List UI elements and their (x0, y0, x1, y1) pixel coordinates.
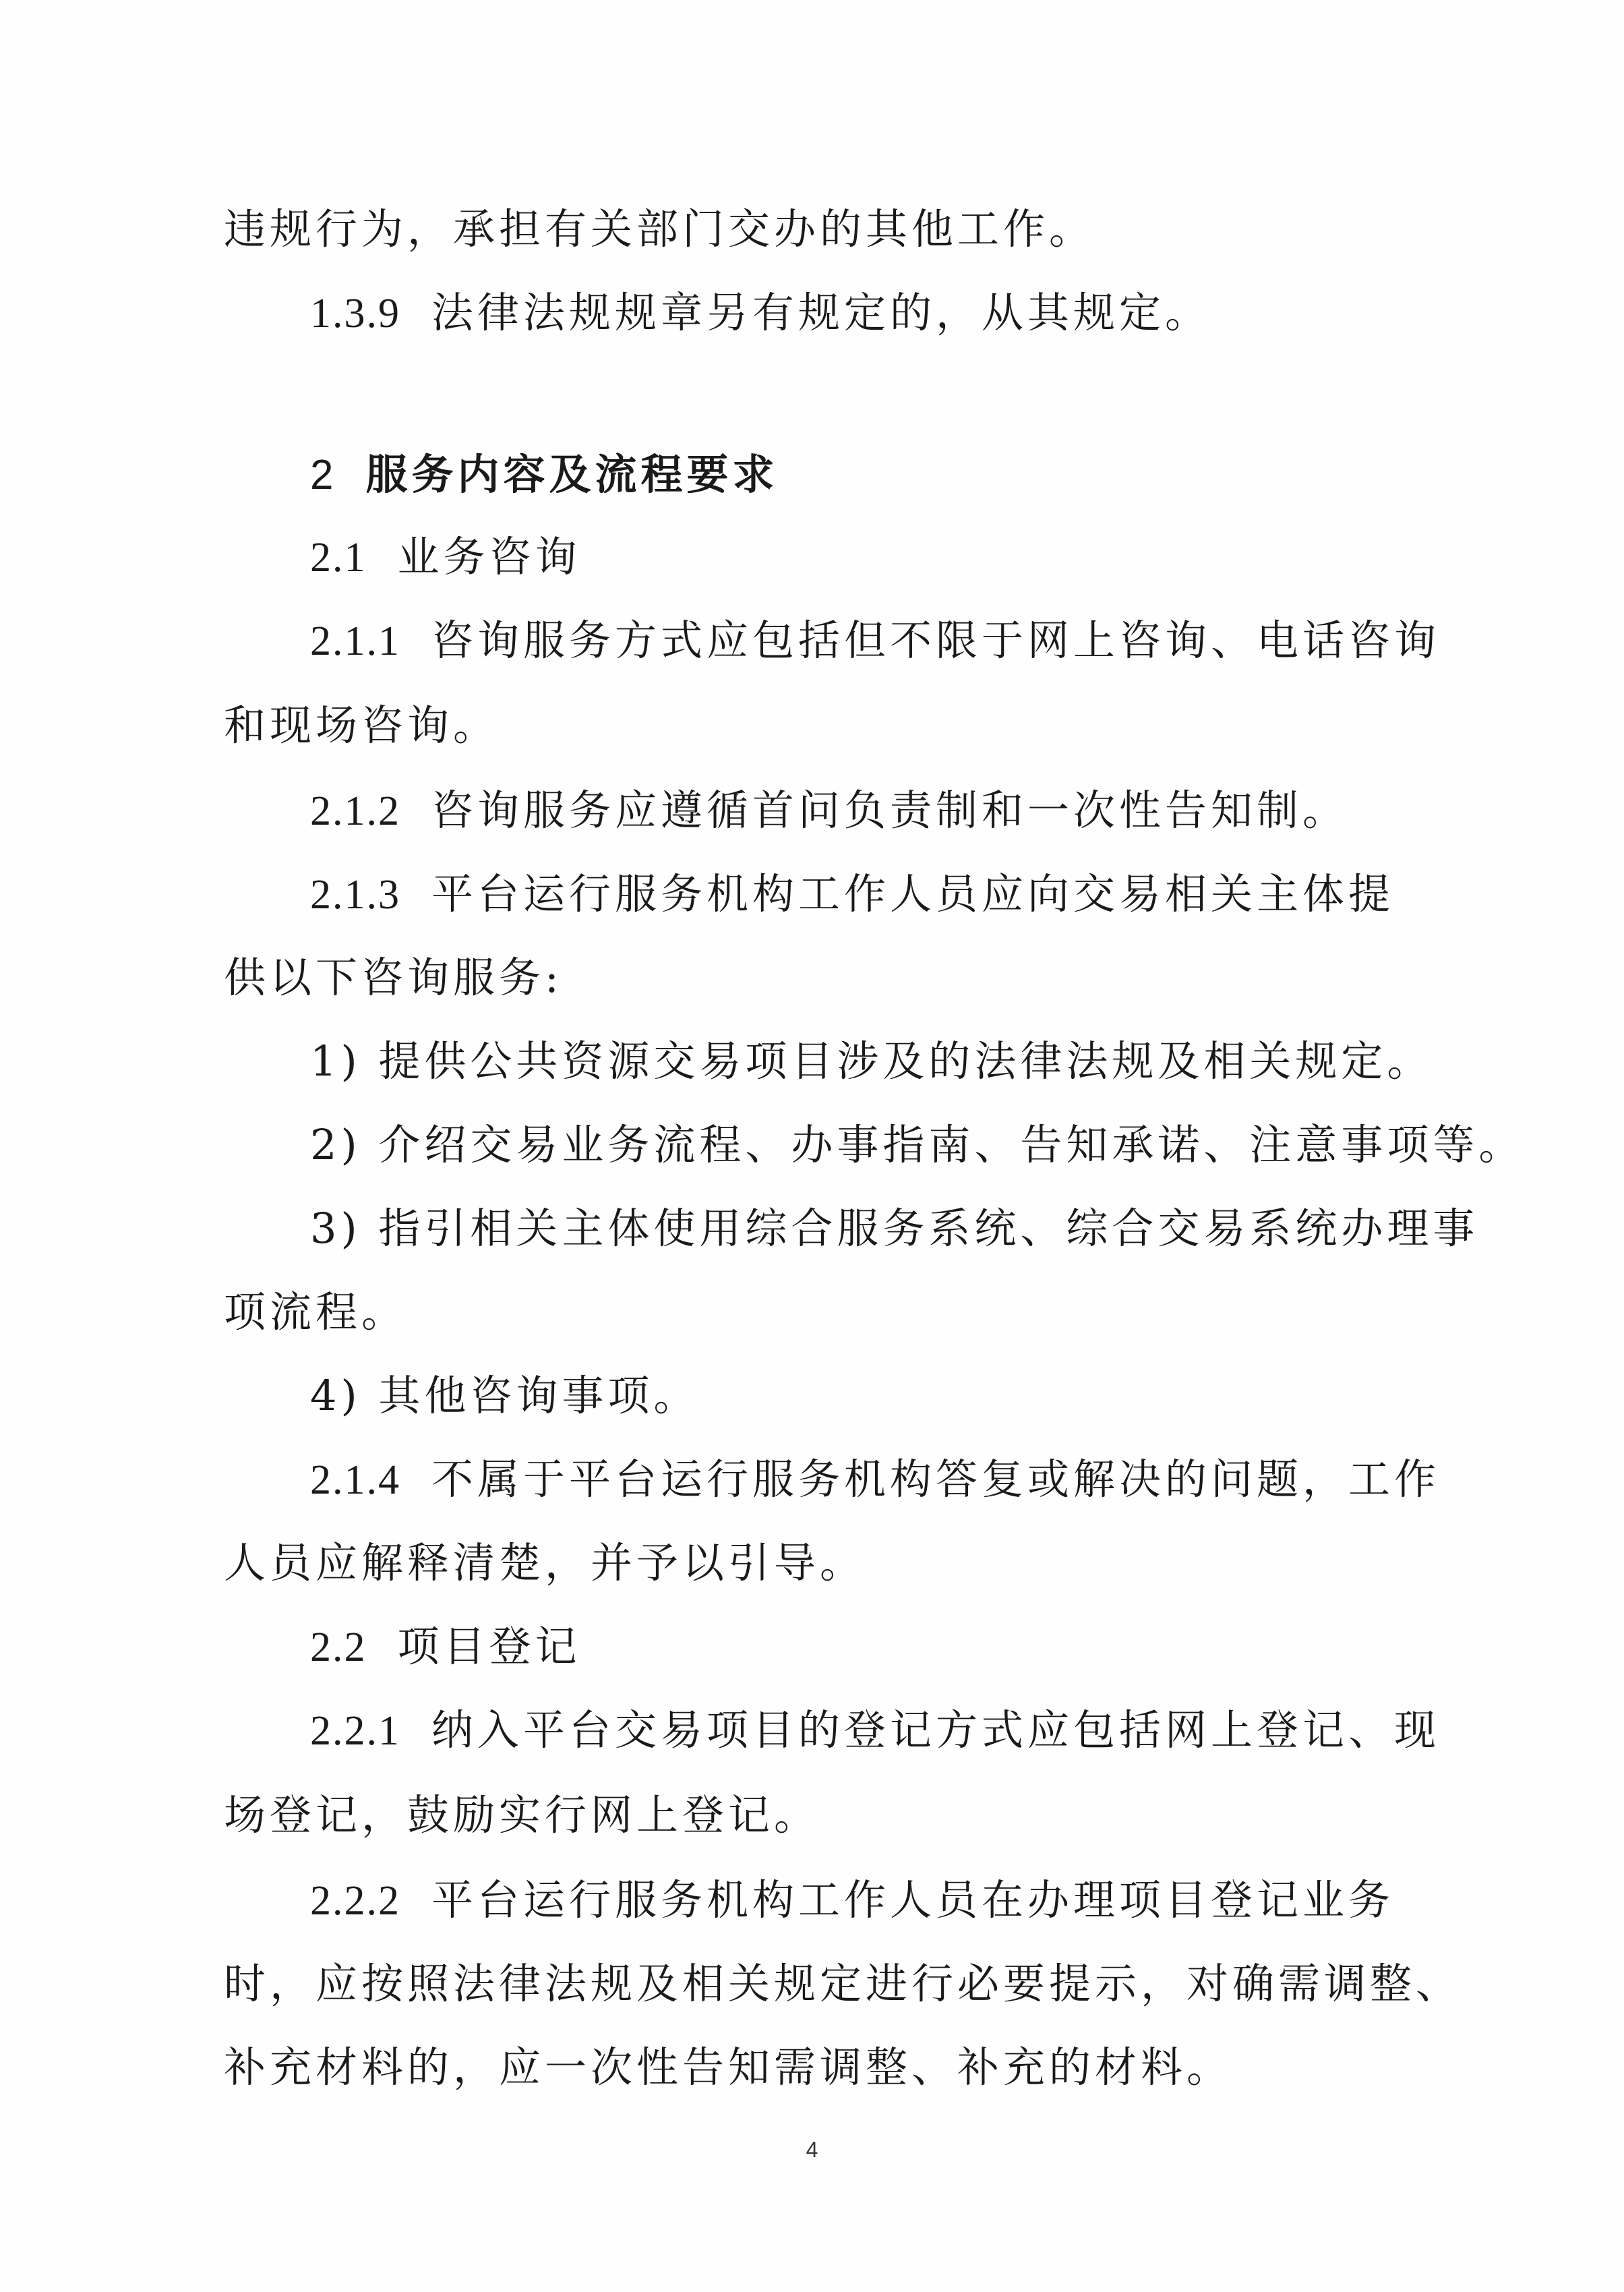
line-text: 人员应解释清楚，并予以引导。 (224, 1538, 866, 1587)
line-text: 不属于平台运行服务机构答复或解决的问题，工作 (431, 1454, 1441, 1504)
line-text: 供以下咨询服务: (224, 953, 563, 1002)
subsection-number: 2.2 (310, 1624, 367, 1670)
clause-number: 2.1.4 (310, 1457, 400, 1503)
subsection-title: 项目登记 (397, 1622, 581, 1671)
paragraph-line (224, 951, 1424, 1005)
clause-number: 2.1.2 (310, 788, 400, 834)
line-text: 和现场咨询。 (224, 701, 500, 750)
subsection-number: 2.1 (310, 535, 367, 581)
paragraph-line (224, 1788, 1424, 1842)
clause-2-1-3 (310, 867, 1510, 921)
clause-number: 2.2.2 (310, 1878, 400, 1924)
line-text: 3) 指引相关主体使用综合服务系统、综合交易系统办理事 (310, 1204, 1479, 1253)
list-item (310, 1369, 1510, 1423)
paragraph-line (224, 202, 1424, 256)
line-text: 法律法规规章另有规定的，从其规定。 (431, 288, 1211, 337)
line-text: 场登记，鼓励实行网上登记。 (224, 1790, 820, 1840)
line-text: 平台运行服务机构工作人员在办理项目登记业务 (431, 1875, 1395, 1924)
list-item (310, 1202, 1510, 1256)
subsection-heading-2-1 (310, 530, 1510, 584)
line-text: 咨询服务应遵循首问负责制和一次性告知制。 (431, 786, 1349, 835)
section-number: 2 (310, 452, 335, 498)
list-item (310, 1034, 1510, 1088)
clause-number: 2.1.3 (310, 872, 400, 918)
line-text: 2) 介绍交易业务流程、办事指南、告知承诺、注意事项等。 (310, 1120, 1525, 1169)
clause-2-2-2 (310, 1873, 1510, 1927)
clause-number: 2.2.1 (310, 1708, 400, 1754)
line-text: 补充材料的，应一次性告知需调整、补充的材料。 (224, 2043, 1233, 2092)
paragraph-line (224, 1285, 1424, 1339)
line-text: 项流程。 (224, 1287, 408, 1336)
line-text: 1) 提供公共资源交易项目涉及的法律法规及相关规定。 (310, 1036, 1433, 1086)
list-item (310, 1118, 1525, 1172)
line-text: 违规行为，承担有关部门交办的其他工作。 (224, 204, 1095, 254)
line-text: 时，应按照法律法规及相关规定进行必要提示，对确需调整、 (224, 1959, 1462, 2008)
section-title: 服务内容及流程要求 (365, 450, 779, 499)
line-text: 咨询服务方式应包括但不限于网上咨询、电话咨询 (431, 616, 1441, 665)
page-number: 4 (806, 2138, 818, 2162)
line-text: 平台运行服务机构工作人员应向交易相关主体提 (431, 869, 1395, 918)
clause-2-1-1 (310, 614, 1510, 668)
subsection-heading-2-2 (310, 1620, 1510, 1674)
line-text: 纳入平台交易项目的登记方式应包括网上登记、现 (431, 1705, 1441, 1755)
clause-2-1-4 (310, 1452, 1510, 1506)
section-heading (310, 448, 1510, 502)
clause-2-2-1 (310, 1703, 1510, 1757)
paragraph-line (224, 2040, 1424, 2094)
clause-1-3-9 (310, 286, 1510, 340)
clause-number: 2.1.1 (310, 618, 400, 664)
subsection-title: 业务咨询 (397, 532, 581, 581)
paragraph-line (224, 699, 1424, 753)
paragraph-line (224, 1536, 1424, 1590)
paragraph-line (224, 1957, 1462, 2011)
clause-number: 1.3.9 (310, 291, 400, 336)
line-text: 4) 其他咨询事项。 (310, 1371, 700, 1420)
clause-2-1-2 (310, 784, 1510, 838)
